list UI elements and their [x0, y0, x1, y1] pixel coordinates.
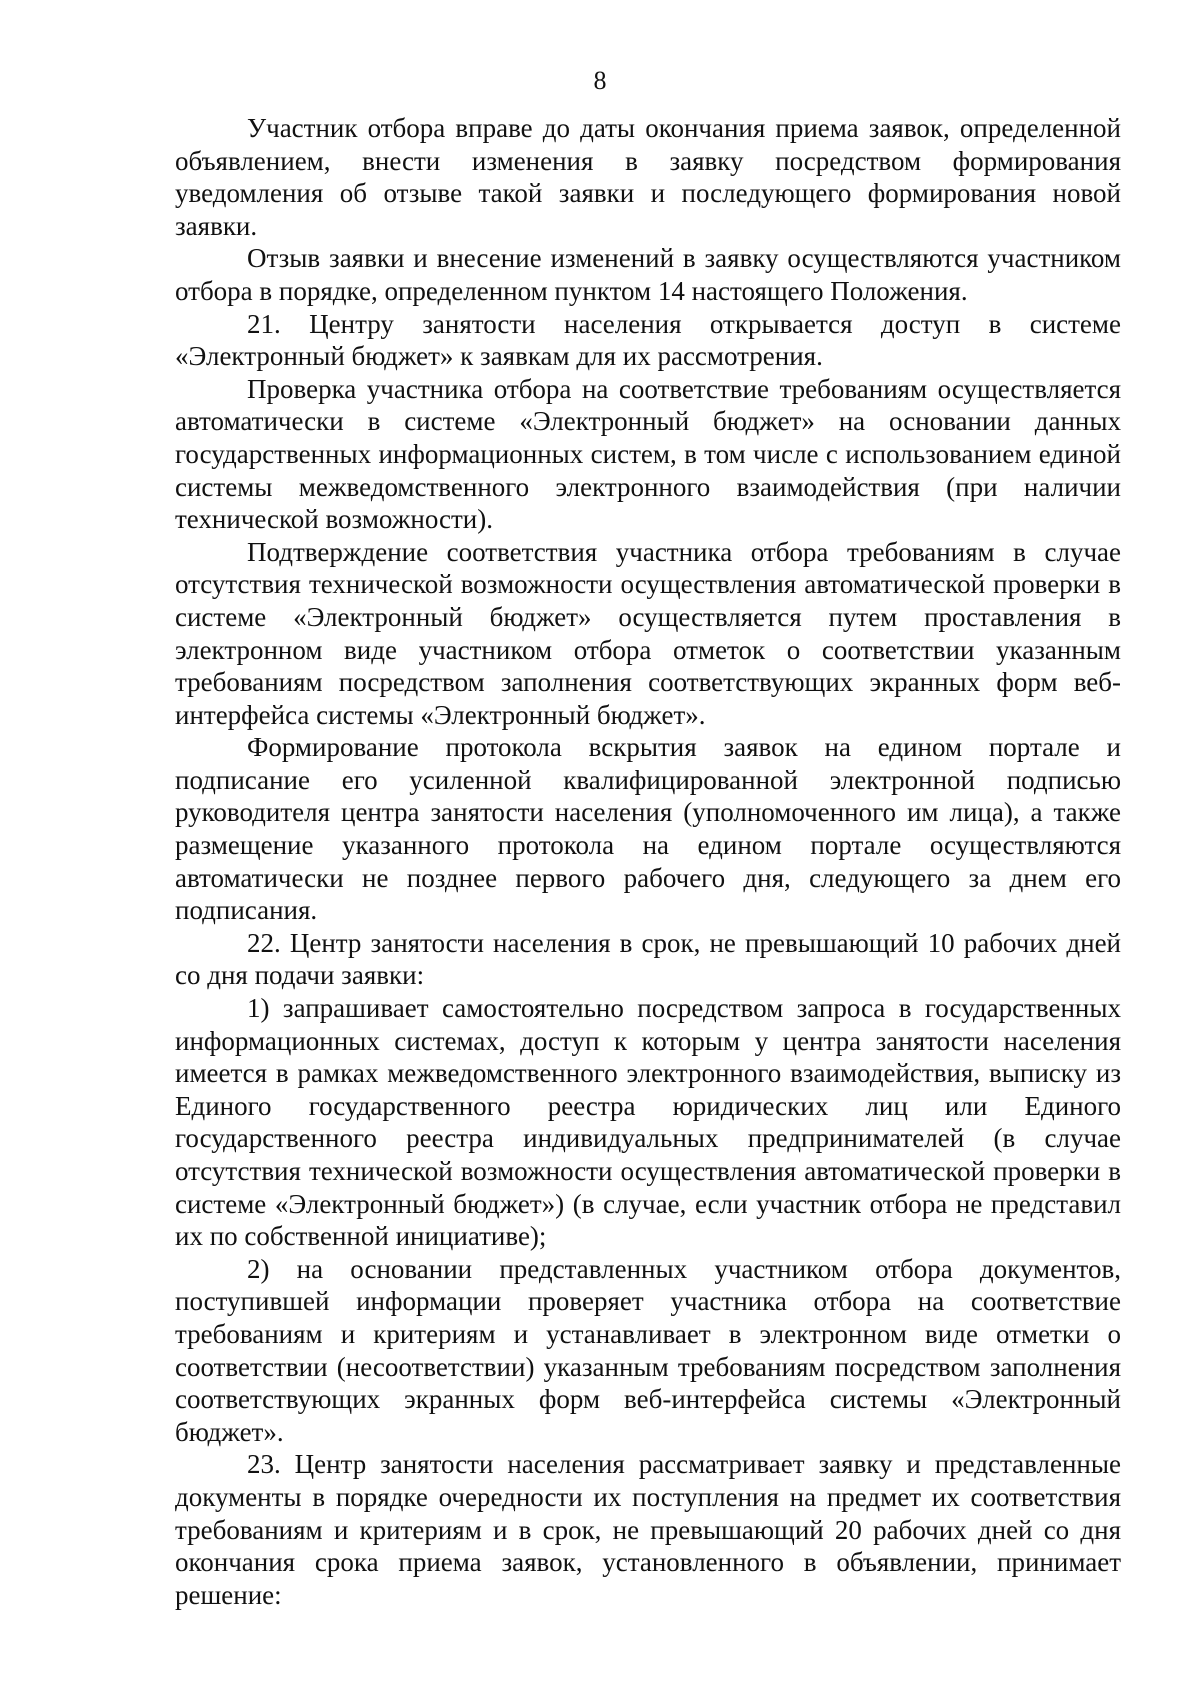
paragraph: 21. Центру занятости населения открывается доступ в системе «Электронный бюджет» к заявкам для их рассмотрения. [175, 308, 1121, 372]
paragraph: Отзыв заявки и внесение изменений в заявку осуществляются участником отбора в порядке, определенном пунктом 14 настоящего Положения. [175, 243, 1121, 306]
paragraph: 23. Центр занятости населения рассматривает заявку и представленные документы в порядке очередности их поступления на предмет их соответствия требованиям и критериям и в срок, не превышающий 20 рабочих дней со дня окончания срока приема заявок, установленного в объявлении, принимает решение: [175, 1449, 1121, 1610]
paragraph: Формирование протокола вскрытия заявок на едином портале и подписание его усиленной квалифицированной электронной подписью руководителя центра занятости населения (уполномоченного им лица), а также размещение указанного протокола на едином портале осуществляются автоматически не позднее первого рабочего дня, следующего за днем его подписания. [175, 732, 1121, 926]
paragraph: 2) на основании представленных участником отбора документов, поступившей информации проверяет участника отбора на соответствие требованиям и критериям и устанавливает в электронном виде отметки о соответствии (несоответствии) указанным требованиям посредством заполнения соответствующих экранных форм веб-интерфейса системы «Электронный бюджет». [175, 1253, 1121, 1447]
paragraph: Участник отбора вправе до даты окончания приема заявок, определенной объявлением, внести изменения в заявку посредством формирования уведомления об отзыве такой заявки и последующего формирования новой заявки. [175, 113, 1121, 241]
document-body [175, 112, 1121, 1611]
paragraph: 22. Центр занятости населения в срок, не превышающий 10 рабочих дней со дня подачи заявки: [175, 927, 1121, 991]
paragraph: 1) запрашивает самостоятельно посредством запроса в государственных информационных системах, доступ к которым у центра занятости населения имеется в рамках межведомственного электронного взаимодействия, выписку из Единого государственного реестра юридических лиц или Единого государственного реестра индивидуальных предпринимателей (в случае отсутствия технической возможности осуществления автоматической проверки в системе «Электронный бюджет») (в случае, если участник отбора не представил их по собственной инициативе); [175, 993, 1121, 1252]
paragraph: Проверка участника отбора на соответствие требованиям осуществляется автоматически в системе «Электронный бюджет» на основании данных государственных информационных систем, в том числе с использованием единой системы межведомственного электронного взаимодействия (при наличии технической возможности). [175, 373, 1121, 535]
paragraph: Подтверждение соответствия участника отбора требованиям в случае отсутствия технической возможности осуществления автоматической проверки в системе «Электронный бюджет» осуществляется путем проставления в электронном виде участником отбора отметок о соответствии указанным требованиям посредством заполнения соответствующих экранных форм веб-интерфейса системы «Электронный бюджет». [175, 536, 1121, 730]
page-number: 8 [593, 66, 607, 95]
